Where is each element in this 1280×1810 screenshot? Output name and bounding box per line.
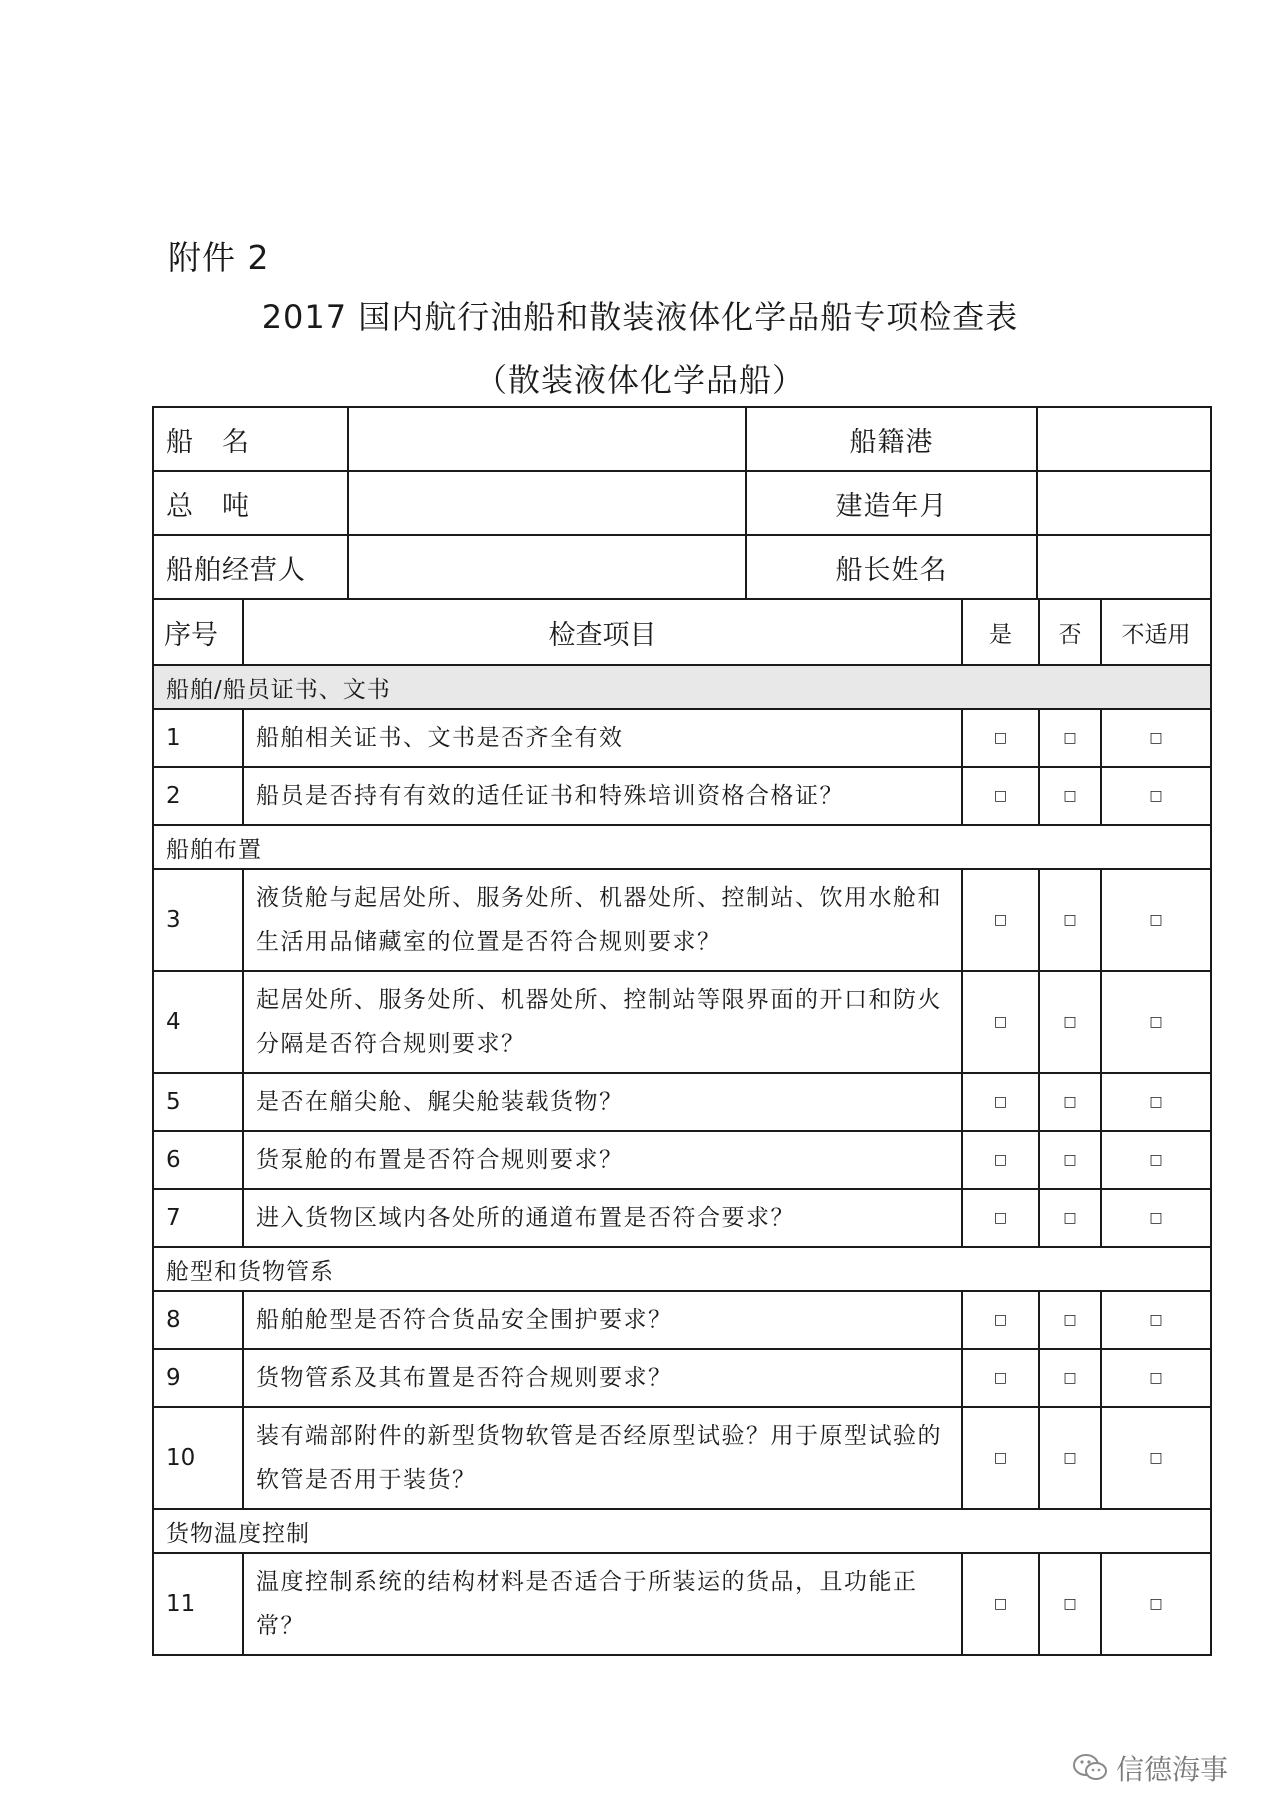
checkbox-glyph: □ <box>993 1312 1008 1328</box>
inspection-item: 液货舱与起居处所、服务处所、机器处所、控制站、饮用水舱和生活用品储藏室的位置是否符合规则要求？ <box>243 869 962 971</box>
row-number: 4 <box>153 971 243 1073</box>
row-number: 1 <box>153 709 243 767</box>
inspection-item: 是否在艏尖舱、艉尖舱装载货物？ <box>243 1073 962 1131</box>
checkbox-na[interactable] <box>1101 767 1211 825</box>
checkbox-glyph: □ <box>993 1370 1008 1386</box>
inspection-item: 温度控制系统的结构材料是否适合于所装运的货品，且功能正常？ <box>243 1553 962 1655</box>
checkbox-glyph: □ <box>993 1094 1008 1110</box>
checkbox-glyph: □ <box>1063 788 1077 804</box>
wechat-icon <box>1072 1752 1108 1784</box>
ship-info-row-1 <box>153 407 1211 471</box>
section-title: 船舶布置 <box>153 825 1211 869</box>
watermark <box>1072 1748 1228 1788</box>
table-row <box>153 869 1211 971</box>
column-header-na: 不适用 <box>1101 599 1211 665</box>
row-number: 2 <box>153 767 243 825</box>
attachment-label: 附件 2 <box>168 238 270 277</box>
checkbox-yes[interactable] <box>962 869 1039 971</box>
checkbox-no[interactable] <box>1039 1349 1101 1407</box>
checkbox-glyph: □ <box>1149 1152 1163 1168</box>
checkbox-no[interactable] <box>1039 1553 1101 1655</box>
port-of-registry-label: 船籍港 <box>746 407 1037 471</box>
section-row <box>153 825 1211 869</box>
checkbox-na[interactable] <box>1101 1131 1211 1189</box>
row-number: 6 <box>153 1131 243 1189</box>
checkbox-glyph: □ <box>1149 1596 1163 1612</box>
checkbox-glyph: □ <box>1149 730 1163 746</box>
section-row <box>153 1509 1211 1553</box>
checkbox-glyph: □ <box>993 730 1008 746</box>
section-title: 货物温度控制 <box>153 1509 1211 1553</box>
page-subtitle: （散装液体化学品船） <box>474 361 805 399</box>
checkbox-glyph: □ <box>1063 1450 1077 1466</box>
captain-name-value[interactable] <box>1037 535 1211 599</box>
section-row <box>153 665 1211 709</box>
checkbox-yes[interactable] <box>962 1553 1039 1655</box>
checkbox-yes[interactable] <box>962 709 1039 767</box>
row-number: 5 <box>153 1073 243 1131</box>
build-date-label: 建造年月 <box>746 471 1037 535</box>
checkbox-glyph: □ <box>1063 1312 1077 1328</box>
checkbox-na[interactable] <box>1101 1407 1211 1509</box>
checkbox-na[interactable] <box>1101 1553 1211 1655</box>
column-header-no: 否 <box>1039 599 1101 665</box>
inspection-item: 船舶相关证书、文书是否齐全有效 <box>243 709 962 767</box>
checkbox-no[interactable] <box>1039 1407 1101 1509</box>
column-header-item: 检查项目 <box>243 599 962 665</box>
table-row <box>153 1291 1211 1349</box>
gross-tonnage-label: 总 吨 <box>153 471 348 535</box>
checkbox-na[interactable] <box>1101 1349 1211 1407</box>
checkbox-glyph: □ <box>1063 1370 1077 1386</box>
checkbox-glyph: □ <box>993 1596 1008 1612</box>
column-header-seq: 序号 <box>153 599 243 665</box>
inspection-item: 进入货物区域内各处所的通道布置是否符合要求？ <box>243 1189 962 1247</box>
checkbox-yes[interactable] <box>962 1291 1039 1349</box>
checkbox-yes[interactable] <box>962 1349 1039 1407</box>
checkbox-glyph: □ <box>1149 1014 1163 1030</box>
checkbox-no[interactable] <box>1039 709 1101 767</box>
ship-info-row-3 <box>153 535 1211 599</box>
checkbox-na[interactable] <box>1101 1073 1211 1131</box>
inspection-table-body <box>153 665 1211 1655</box>
checkbox-glyph: □ <box>1063 912 1077 928</box>
inspection-header-row <box>153 599 1211 665</box>
checkbox-glyph: □ <box>993 788 1008 804</box>
table-row <box>153 709 1211 767</box>
checkbox-glyph: □ <box>1063 1014 1077 1030</box>
checkbox-no[interactable] <box>1039 767 1101 825</box>
ship-name-label: 船 名 <box>153 407 348 471</box>
ship-name-value[interactable] <box>348 407 746 471</box>
ship-info-row-2 <box>153 471 1211 535</box>
table-row <box>153 1189 1211 1247</box>
inspection-item: 船舶舱型是否符合货品安全围护要求？ <box>243 1291 962 1349</box>
checkbox-no[interactable] <box>1039 1189 1101 1247</box>
checkbox-yes[interactable] <box>962 767 1039 825</box>
operator-label: 船舶经营人 <box>153 535 348 599</box>
gross-tonnage-value[interactable] <box>348 471 746 535</box>
operator-value[interactable] <box>348 535 746 599</box>
page-title: 2017 国内航行油船和散装液体化学品船专项检查表 <box>261 298 1019 336</box>
inspection-item: 船员是否持有有效的适任证书和特殊培训资格合格证？ <box>243 767 962 825</box>
row-number: 3 <box>153 869 243 971</box>
checkbox-glyph: □ <box>1149 1312 1163 1328</box>
checkbox-yes[interactable] <box>962 1189 1039 1247</box>
inspection-item: 货泵舱的布置是否符合规则要求？ <box>243 1131 962 1189</box>
watermark-text: 信德海事 <box>1116 1753 1229 1786</box>
checkbox-glyph: □ <box>993 1014 1008 1030</box>
section-title: 船舶/船员证书、文书 <box>153 665 1211 709</box>
captain-name-label: 船长姓名 <box>746 535 1037 599</box>
checkbox-na[interactable] <box>1101 869 1211 971</box>
checkbox-glyph: □ <box>1063 1094 1077 1110</box>
checkbox-glyph: □ <box>1063 1152 1077 1168</box>
table-row <box>153 1553 1211 1655</box>
checkbox-glyph: □ <box>1149 1210 1163 1226</box>
inspection-item: 起居处所、服务处所、机器处所、控制站等限界面的开口和防火分隔是否符合规则要求？ <box>243 971 962 1073</box>
checkbox-glyph: □ <box>993 1450 1008 1466</box>
inspection-item: 装有端部附件的新型货物软管是否经原型试验？用于原型试验的软管是否用于装货？ <box>243 1407 962 1509</box>
checkbox-glyph: □ <box>993 1152 1008 1168</box>
inspection-table <box>152 598 1212 1656</box>
checkbox-no[interactable] <box>1039 1291 1101 1349</box>
checkbox-no[interactable] <box>1039 869 1101 971</box>
section-row <box>153 1247 1211 1291</box>
checkbox-no[interactable] <box>1039 971 1101 1073</box>
table-row <box>153 971 1211 1073</box>
checkbox-yes[interactable] <box>962 1073 1039 1131</box>
checkbox-glyph: □ <box>993 1210 1008 1226</box>
ship-info-table <box>152 406 1212 600</box>
section-title: 舱型和货物管系 <box>153 1247 1211 1291</box>
checkbox-no[interactable] <box>1039 1131 1101 1189</box>
checkbox-yes[interactable] <box>962 1131 1039 1189</box>
build-date-value[interactable] <box>1037 471 1211 535</box>
row-number: 11 <box>153 1553 243 1655</box>
checkbox-glyph: □ <box>1063 1210 1077 1226</box>
column-header-yes: 是 <box>962 599 1039 665</box>
table-row <box>153 1073 1211 1131</box>
inspection-item: 货物管系及其布置是否符合规则要求？ <box>243 1349 962 1407</box>
checkbox-glyph: □ <box>1149 1094 1163 1110</box>
checkbox-glyph: □ <box>1149 1450 1163 1466</box>
table-row <box>153 767 1211 825</box>
checkbox-glyph: □ <box>1149 912 1163 928</box>
checkbox-yes[interactable] <box>962 971 1039 1073</box>
table-row <box>153 1407 1211 1509</box>
checkbox-na[interactable] <box>1101 971 1211 1073</box>
row-number: 9 <box>153 1349 243 1407</box>
checkbox-glyph: □ <box>993 912 1008 928</box>
checkbox-glyph: □ <box>1063 730 1077 746</box>
checkbox-na[interactable] <box>1101 1189 1211 1247</box>
row-number: 10 <box>153 1407 243 1509</box>
checkbox-na[interactable] <box>1101 1291 1211 1349</box>
checkbox-no[interactable] <box>1039 1073 1101 1131</box>
checkbox-glyph: □ <box>1149 1370 1163 1386</box>
port-of-registry-value[interactable] <box>1037 407 1211 471</box>
table-row <box>153 1131 1211 1189</box>
table-row <box>153 1349 1211 1407</box>
row-number: 7 <box>153 1189 243 1247</box>
checkbox-glyph: □ <box>1063 1596 1077 1612</box>
checkbox-glyph: □ <box>1149 788 1163 804</box>
checkbox-na[interactable] <box>1101 709 1211 767</box>
row-number: 8 <box>153 1291 243 1349</box>
checkbox-yes[interactable] <box>962 1407 1039 1509</box>
